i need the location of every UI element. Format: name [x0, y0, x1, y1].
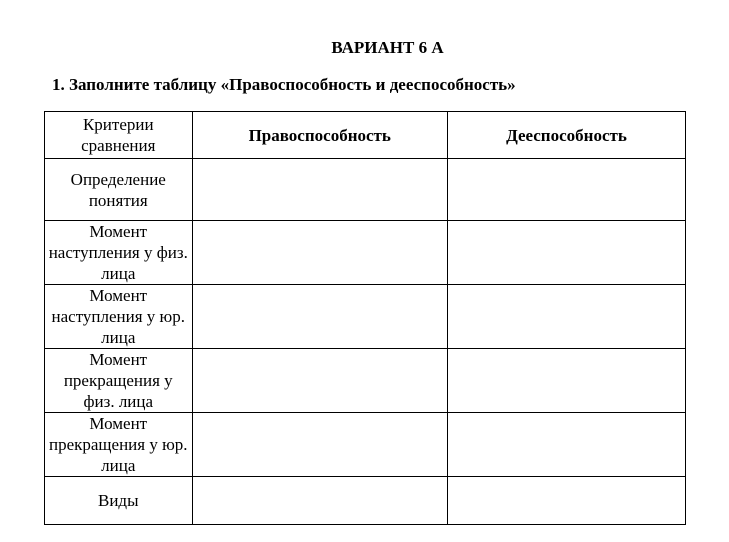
- table-row: [45, 349, 686, 413]
- dispositive-capacity-cell: [447, 413, 685, 477]
- legal-capacity-cell: [192, 285, 447, 349]
- table-row: [45, 285, 686, 349]
- criterion-cell: Виды: [45, 477, 193, 525]
- table-row: [45, 221, 686, 285]
- dispositive-capacity-cell: [447, 221, 685, 285]
- dispositive-capacity-cell: [447, 285, 685, 349]
- criterion-cell: Момент прекращения у юр. лица: [45, 413, 193, 477]
- column-header-dispositive-capacity: Дееспособность: [447, 112, 685, 159]
- legal-capacity-cell: [192, 413, 447, 477]
- table-header-row: [45, 112, 686, 159]
- dispositive-capacity-cell: [447, 159, 685, 221]
- dispositive-capacity-cell: [447, 349, 685, 413]
- criterion-cell: Момент прекращения у физ. лица: [45, 349, 193, 413]
- criterion-cell: Момент наступления у юр. лица: [45, 285, 193, 349]
- criterion-cell: Определение понятия: [45, 159, 193, 221]
- legal-capacity-cell: [192, 477, 447, 525]
- legal-capacity-cell: [192, 349, 447, 413]
- table-row: [45, 413, 686, 477]
- table-row: [45, 477, 686, 525]
- page-title: ВАРИАНТ 6 А: [331, 38, 444, 57]
- dispositive-capacity-cell: [447, 477, 685, 525]
- legal-capacity-cell: [192, 221, 447, 285]
- task-heading: 1. Заполните таблицу «Правоспособность и дееспособность»: [52, 75, 516, 94]
- criterion-cell: Момент наступления у физ. лица: [45, 221, 193, 285]
- column-header-legal-capacity: Правоспособность: [192, 112, 447, 159]
- legal-capacity-cell: [192, 159, 447, 221]
- column-header-criteria: Критерии сравнения: [45, 112, 193, 159]
- table-row: [45, 159, 686, 221]
- comparison-table: [44, 111, 686, 525]
